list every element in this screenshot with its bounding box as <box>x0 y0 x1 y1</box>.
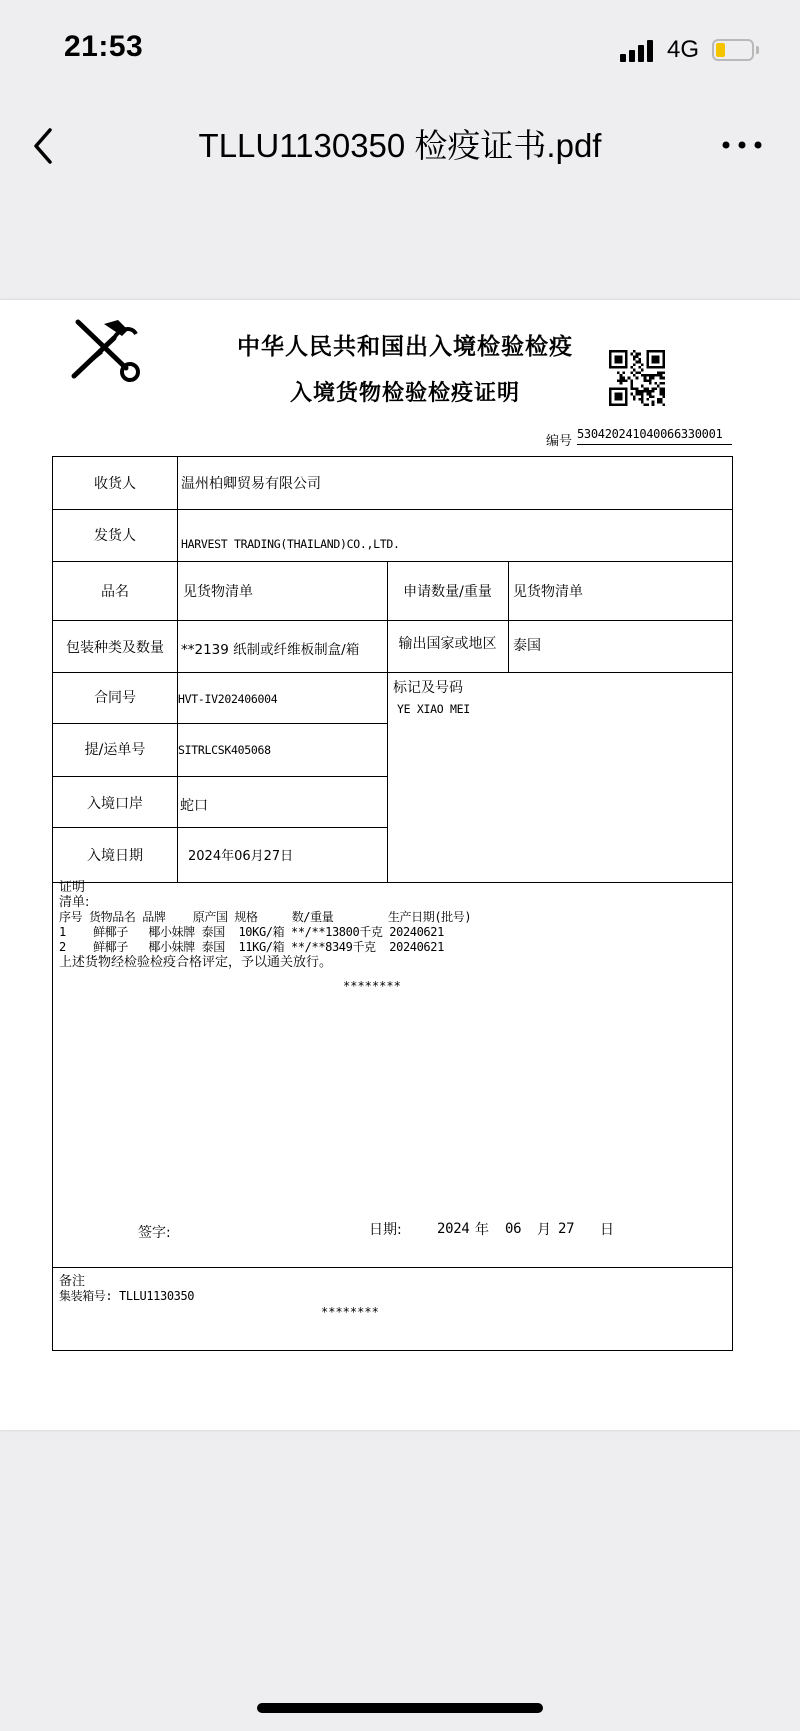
origin-label: 输出国家或地区 <box>398 636 497 652</box>
sign-day: 27 <box>558 1221 575 1237</box>
quantity-value: 见货物清单 <box>513 584 583 600</box>
back-icon[interactable] <box>30 124 70 168</box>
consignee-value: 温州柏卿贸易有限公司 <box>181 476 321 492</box>
entry-date-value: 2024年06月27日 <box>188 849 294 864</box>
serial-label: 编号 <box>546 434 573 449</box>
certificate-body <box>59 880 471 970</box>
port-value: 蛇口 <box>180 798 208 814</box>
remarks-stars: ******** <box>321 1305 379 1319</box>
sign-label: 签字: <box>138 1225 171 1241</box>
bl-label: 提/运单号 <box>84 742 146 758</box>
product-value: 见货物清单 <box>183 584 253 600</box>
product-label: 品名 <box>101 584 129 600</box>
packing-label: 包装种类及数量 <box>66 640 164 656</box>
contract-value: HVT-IV202406004 <box>178 692 278 706</box>
customs-emblem-icon <box>70 316 150 386</box>
container-number: 集装箱号: TLLU1130350 <box>59 1289 195 1303</box>
document-subtitle: 入境货物检验检疫证明 <box>289 380 520 406</box>
network-type: 4G <box>667 36 700 63</box>
remarks-heading: 备注 <box>59 1274 86 1289</box>
bl-value: SITRLCSK405068 <box>178 743 271 757</box>
sign-date-label: 日期: <box>369 1222 402 1238</box>
packing-value: **2139 纸制或纤维板制盒/箱 <box>181 642 360 658</box>
list-label: 清单: <box>59 895 90 910</box>
status-time: 21:53 <box>64 30 144 63</box>
marks-value: YE XIAO MEI <box>397 702 470 716</box>
origin-value: 泰国 <box>513 638 541 654</box>
battery-icon <box>712 39 754 61</box>
signal-icon <box>620 40 656 62</box>
remarks <box>59 1274 194 1304</box>
sign-month: 06 <box>505 1221 522 1237</box>
qr-code-icon <box>609 350 665 406</box>
port-label: 入境口岸 <box>87 796 143 812</box>
certificate-heading: 证明 <box>59 880 86 895</box>
list-row: 2 鲜椰子 椰小妹牌 泰国 11KG/箱 **/**8349千克 20240621 <box>59 940 444 954</box>
list-row: 1 鲜椰子 椰小妹牌 泰国 10KG/箱 **/**13800千克 20240621 <box>59 925 444 939</box>
list-header-row: 序号 货物品名 品牌 原产国 规格 数/重量 生产日期(批号) <box>59 910 472 924</box>
battery-tip <box>756 46 759 54</box>
file-title: TLLU1130350 检疫证书.pdf <box>198 127 602 164</box>
consignor-value: HARVEST TRADING(THAILAND)CO.,LTD. <box>181 537 400 551</box>
certificate-table <box>52 456 733 1351</box>
sign-month-unit: 月 <box>537 1222 551 1238</box>
nav-bar <box>0 100 800 190</box>
sign-day-unit: 日 <box>600 1222 614 1238</box>
sign-year-unit: 年 <box>475 1222 489 1238</box>
consignor-label: 发货人 <box>94 528 136 544</box>
contract-label: 合同号 <box>94 690 136 706</box>
consignee-label: 收货人 <box>94 476 136 492</box>
certificate-statement: 上述货物经检验检疫合格评定，予以通关放行。 <box>59 955 333 970</box>
entry-date-label: 入境日期 <box>87 848 143 864</box>
home-indicator[interactable] <box>257 1703 543 1713</box>
sign-year: 2024 <box>437 1221 470 1237</box>
pdf-page[interactable] <box>0 300 800 1430</box>
certificate-stars: ******** <box>343 979 401 993</box>
serial-number: 530420241040066330001 <box>577 427 732 445</box>
more-icon[interactable] <box>718 130 768 160</box>
document-title: 中华人民共和国出入境检验检疫 <box>237 333 573 360</box>
quantity-label: 申请数量/重量 <box>403 584 492 600</box>
marks-label: 标记及号码 <box>393 680 463 696</box>
status-bar <box>0 0 800 100</box>
